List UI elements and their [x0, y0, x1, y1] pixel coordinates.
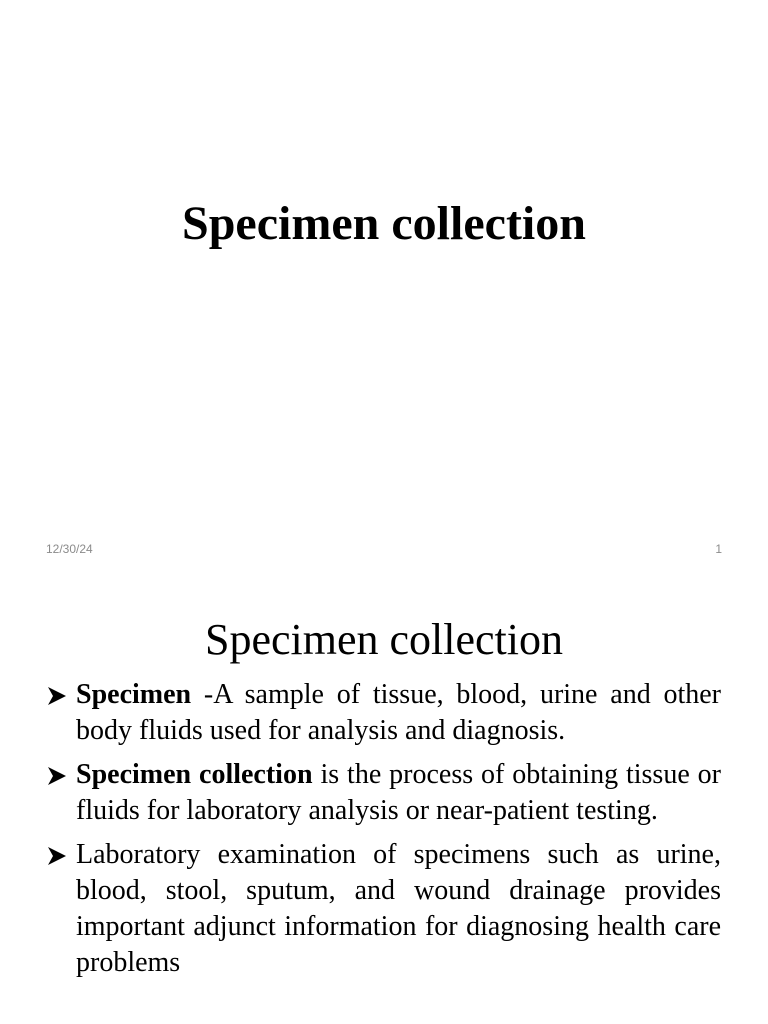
- bullet-item: [46, 677, 721, 749]
- arrowhead-bullet-icon: [46, 845, 68, 867]
- content-slide: [0, 576, 768, 1024]
- bullet-list: [46, 677, 721, 989]
- slide-title: Specimen collection: [205, 615, 563, 664]
- bullet-text: is the process of obtaining tissue or fluids for laboratory analysis or near-patient testing.: [76, 759, 721, 826]
- slide-date: 12/30/24: [46, 542, 93, 556]
- bullet-item: [46, 837, 721, 981]
- bullet-term: Specimen collection: [76, 759, 313, 790]
- arrowhead-bullet-icon: [46, 765, 68, 787]
- bullet-text: -A sample of tissue, blood, urine and other body fluids used for analysis and diagnosis.: [76, 679, 721, 746]
- bullet-term: Specimen: [76, 679, 192, 710]
- bullet-item: [46, 757, 721, 829]
- arrowhead-bullet-icon: [46, 685, 68, 707]
- slide-title: Specimen collection: [182, 197, 586, 250]
- slide-number: 1: [715, 542, 722, 556]
- bullet-text: Laboratory examination of specimens such as urine, blood, stool, sputum, and wound drainage provides important adjunct information for diagnosing health care problems: [76, 839, 721, 978]
